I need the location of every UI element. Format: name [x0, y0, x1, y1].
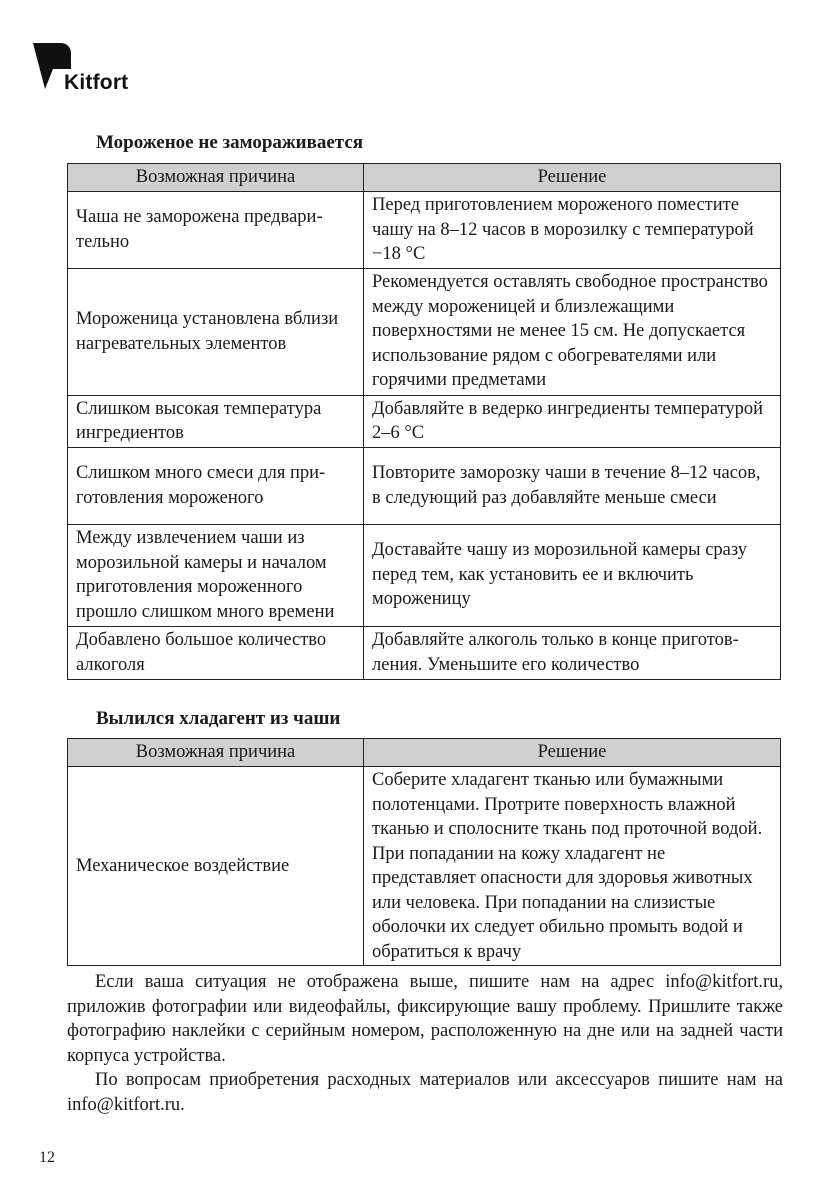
- page-number: 12: [39, 1149, 55, 1166]
- contact-paragraph: Если ваша ситуация не отображена выше, пишите нам на адрес info@kitfort.ru, приложив фотографии или видеофайлы, фиксирующие вашу проблему. Пришлите также фотографию наклейки с серийным номером, расположенную на дне или на задней части корпуса устройства.: [67, 972, 783, 1066]
- header-cause: Возможная причина: [68, 164, 364, 192]
- solution-cell: Соберите хладагент тканью или бумажными полотенцами. Протрите поверхность влажной тканью и сполосните ткань под проточной водой. При попадании на кожу хладагент не представляет опасности для здоровья животных или человека. При попадании на слизистые оболочки их следует обильно промыть водой и обратиться к врачу: [364, 767, 781, 966]
- cause-cell: Слишком высокая температура ингредиентов: [68, 395, 364, 447]
- table-header-row: [68, 164, 781, 192]
- solution-cell: Повторите заморозку чаши в течение 8–12 часов, в следующий раз добавляйте меньше смеси: [364, 447, 781, 524]
- section-title-coolant-leak: Вылился хладагент из чаши: [96, 708, 341, 729]
- cause-cell: Мороженица установлена вблизи нагревательных элементов: [68, 268, 364, 395]
- cause-cell: Добавлено большое количество алкоголя: [68, 626, 364, 679]
- table-row: [68, 192, 781, 269]
- troubleshooting-table-coolant: [67, 738, 781, 966]
- solution-cell: Добавляйте в ведерко ингредиенты температурой 2–6 °C: [364, 395, 781, 447]
- table-row: [68, 268, 781, 395]
- header-solution: Решение: [364, 739, 781, 767]
- table-row: [68, 626, 781, 679]
- cause-cell: Чаша не заморожена предварительно: [68, 192, 364, 269]
- cause-cell: Механическое воздействие: [68, 767, 364, 966]
- table-row: [68, 524, 781, 626]
- solution-cell: Добавляйте алкоголь только в конце приготовления. Уменьшите его количество: [364, 626, 781, 679]
- solution-cell: Перед приготовлением мороженого поместите чашу на 8–12 часов в морозилку с температурой −18 °C: [364, 192, 781, 269]
- brand-name: Kitfort: [64, 71, 129, 94]
- solution-cell: Доставайте чашу из морозильной камеры сразу перед тем, как установить ее и включить мороженицу: [364, 524, 781, 626]
- header-cause: Возможная причина: [68, 739, 364, 767]
- table-header-row: [68, 739, 781, 767]
- troubleshooting-table-freezing: [67, 163, 781, 680]
- section-title-not-freezing: Мороженое не замораживается: [96, 132, 364, 153]
- table-row: [68, 767, 781, 966]
- solution-cell: Рекомендуется оставлять свободное пространство между мороженицей и близлежащими поверхностями не менее 15 см. Не допускается использование рядом с обогревателями или горячими предметами: [364, 268, 781, 395]
- table-row: [68, 395, 781, 447]
- cause-cell: Слишком много смеси для приготовления мороженого: [68, 447, 364, 524]
- table-row: [68, 447, 781, 524]
- header-solution: Решение: [364, 164, 781, 192]
- accessories-paragraph: По вопросам приобретения расходных материалов или аксессуаров пишите нам на info@kitfort.ru.: [67, 1070, 783, 1115]
- cause-cell: Между извлечением чаши из морозильной камеры и началом приготовления мороженного прошло слишком много времени: [68, 524, 364, 626]
